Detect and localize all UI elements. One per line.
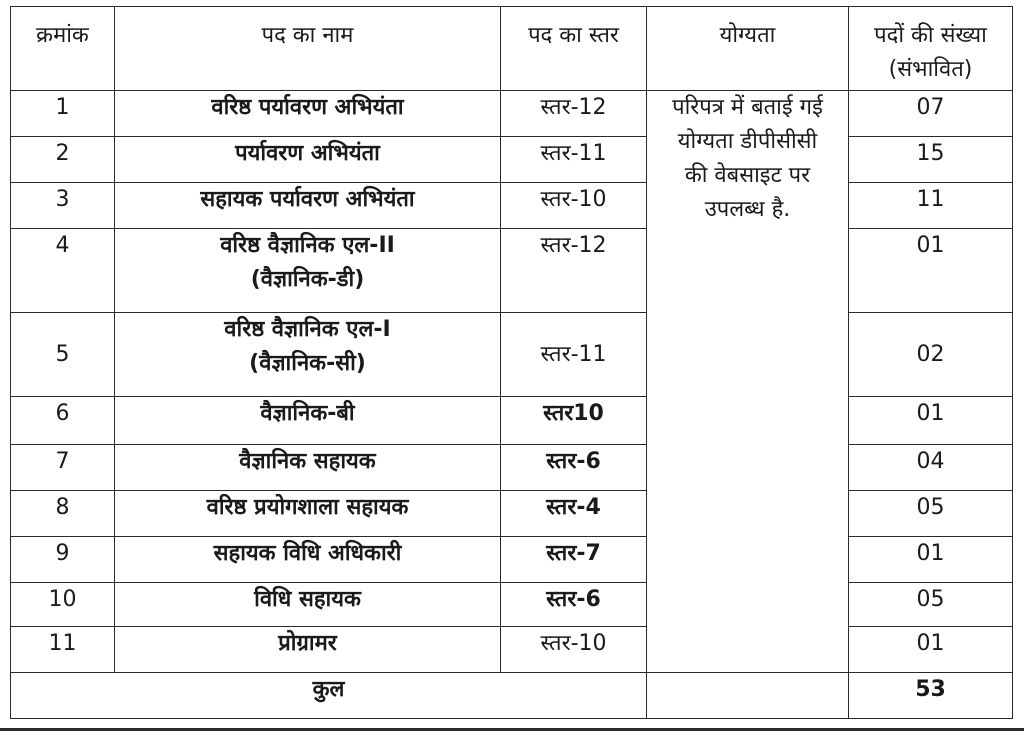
qualification-line: परिपत्र में बताई गई — [672, 95, 823, 120]
header-post-name: पद का नाम — [115, 7, 501, 91]
row-post-count: 01 — [849, 627, 1013, 673]
row-post-level: स्तर-10 — [501, 183, 647, 229]
table-row — [11, 491, 1013, 537]
table-row — [11, 627, 1013, 673]
row-post-level: स्तर-11 — [501, 313, 647, 397]
row-post-count: 15 — [849, 137, 1013, 183]
row-post-level: स्तर-7 — [501, 537, 647, 583]
row-post-level: स्तर-10 — [501, 627, 647, 673]
row-post-level: स्तर-6 — [501, 445, 647, 491]
table-row — [11, 583, 1013, 627]
row-post-name-line2: (वैज्ञानिक-डी) — [250, 267, 365, 292]
row-post-level: स्तर-12 — [501, 91, 647, 137]
row-number: 4 — [11, 229, 115, 313]
header-post-count — [849, 7, 1013, 91]
row-post-level: स्तर-6 — [501, 583, 647, 627]
row-post-name: विधि सहायक — [115, 583, 501, 627]
row-post-count: 01 — [849, 537, 1013, 583]
table-row — [11, 445, 1013, 491]
row-post-count: 01 — [849, 229, 1013, 313]
table-row — [11, 397, 1013, 445]
row-post-name — [115, 229, 501, 313]
qualification-line: योग्यता डीपीसीसी — [677, 129, 818, 154]
row-post-count: 02 — [849, 313, 1013, 397]
table-row — [11, 229, 1013, 313]
row-post-name-line2: (वैज्ञानिक-सी) — [249, 351, 366, 376]
row-post-count: 05 — [849, 583, 1013, 627]
table-row — [11, 537, 1013, 583]
total-row — [11, 673, 1013, 719]
row-number: 1 — [11, 91, 115, 137]
row-post-count: 05 — [849, 491, 1013, 537]
total-value: 53 — [849, 673, 1013, 719]
row-post-name: पर्यावरण अभियंता — [115, 137, 501, 183]
row-post-name-line1: वरिष्ठ वैज्ञानिक एल-I — [224, 317, 391, 342]
table-row — [11, 313, 1013, 397]
row-post-level: स्तर-4 — [501, 491, 647, 537]
table-row — [11, 137, 1013, 183]
row-number: 3 — [11, 183, 115, 229]
row-number: 7 — [11, 445, 115, 491]
header-post-count-line1: पदों की संख्या — [874, 23, 987, 48]
row-post-count: 07 — [849, 91, 1013, 137]
row-post-count: 01 — [849, 397, 1013, 445]
table-row — [11, 91, 1013, 137]
row-post-name — [115, 313, 501, 397]
total-label: कुल — [11, 673, 647, 719]
row-post-name: प्रोग्रामर — [115, 627, 501, 673]
bottom-divider — [0, 728, 1024, 731]
row-post-name: वैज्ञानिक-बी — [115, 397, 501, 445]
row-post-name: सहायक पर्यावरण अभियंता — [115, 183, 501, 229]
header-post-count-line2: (संभावित) — [888, 57, 973, 82]
posts-table — [10, 6, 1013, 719]
row-number: 2 — [11, 137, 115, 183]
row-post-name: वरिष्ठ पर्यावरण अभियंता — [115, 91, 501, 137]
row-post-name: सहायक विधि अधिकारी — [115, 537, 501, 583]
row-post-level: स्तर-11 — [501, 137, 647, 183]
row-number: 11 — [11, 627, 115, 673]
table-row — [11, 183, 1013, 229]
header-serial: क्रमांक — [11, 7, 115, 91]
row-post-count: 04 — [849, 445, 1013, 491]
row-number: 5 — [11, 313, 115, 397]
row-post-count: 11 — [849, 183, 1013, 229]
header-qualification: योग्यता — [647, 7, 849, 91]
row-post-name: वरिष्ठ प्रयोगशाला सहायक — [115, 491, 501, 537]
qualification-line: उपलब्ध है. — [704, 197, 791, 222]
row-number: 6 — [11, 397, 115, 445]
row-post-level: स्तर-12 — [501, 229, 647, 313]
header-row — [11, 7, 1013, 91]
row-number: 10 — [11, 583, 115, 627]
row-number: 8 — [11, 491, 115, 537]
qualification-note — [647, 91, 849, 673]
row-post-name-line1: वरिष्ठ वैज्ञानिक एल-II — [220, 233, 395, 258]
total-qualification-empty — [647, 673, 849, 719]
row-post-name: वैज्ञानिक सहायक — [115, 445, 501, 491]
header-post-level: पद का स्तर — [501, 7, 647, 91]
qualification-line: की वेबसाइट पर — [684, 163, 811, 188]
row-post-level: स्तर10 — [501, 397, 647, 445]
row-number: 9 — [11, 537, 115, 583]
